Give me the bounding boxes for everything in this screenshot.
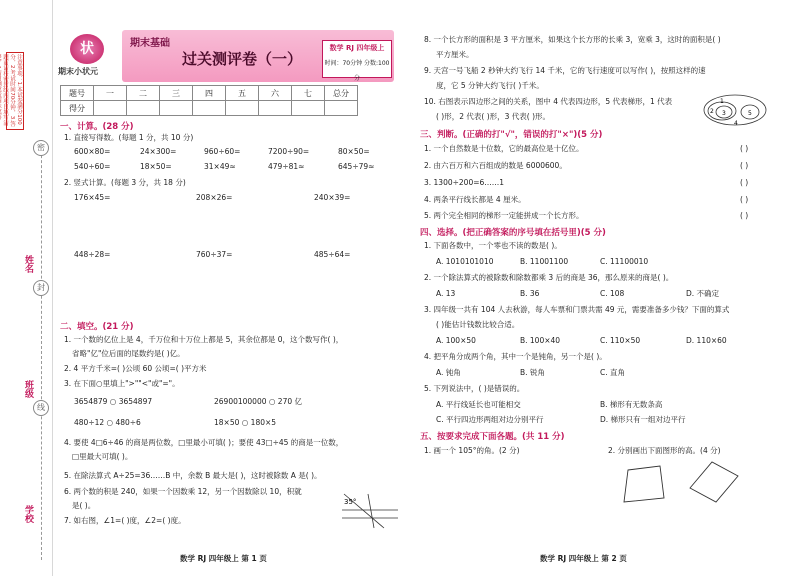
venn-label: 5 (748, 110, 752, 117)
choice-option[interactable]: C. 108 (600, 289, 625, 298)
venn-label: 4 (734, 120, 738, 127)
vertical-calc: 760÷37= (196, 250, 233, 259)
calc-item: 645÷79≈ (338, 162, 375, 171)
score-cell[interactable] (94, 101, 127, 116)
score-header: 六 (259, 86, 292, 101)
score-cell[interactable] (193, 101, 226, 116)
fill-8a: 8. 一个长方形的面积是 3 平方厘米，如果这个长方形的长乘 3，宽乘 3，这时的面积是( ) (424, 35, 721, 44)
vertical-calc: 208×26= (196, 193, 233, 202)
choice-4: 4. 把平角分成两个角，其中一个是钝角，另一个是( )。 (424, 352, 607, 361)
choice-option[interactable]: B. 锐角 (520, 368, 545, 377)
judge-answer[interactable]: ( ) (740, 144, 749, 153)
quadrilateral-venn (702, 92, 768, 128)
time-line: 时间：70分钟 分数:100分 (324, 60, 390, 82)
subject-line: 数学 RJ 四年级上 (329, 44, 385, 52)
fill-1b: 省略"亿"位后面的尾数约是( )亿。 (72, 349, 185, 358)
seal-char-3: 线 (33, 400, 49, 416)
exam-info-box (322, 40, 392, 82)
choice-option[interactable]: A. 1010101010 (436, 257, 494, 266)
choice-option[interactable]: D. 110×60 (686, 336, 727, 345)
choice-2: 2. 一个除法算式的被除数和除数都乘 3 后的商是 36，那么原来的商是( )。 (424, 273, 674, 282)
score-cell[interactable] (160, 101, 193, 116)
choice-option[interactable]: B. 100×40 (520, 336, 561, 345)
calc-item: 960÷60= (204, 147, 241, 156)
venn-label: 2 (710, 108, 714, 115)
score-header: 五 (226, 86, 259, 101)
exam-tag: 期末基础 (130, 38, 170, 49)
calc-item: 18×50= (140, 162, 172, 171)
title-banner (122, 30, 394, 82)
section-1-title: 一、计算。(28 分) (60, 122, 134, 132)
logo-icon: 状 (70, 34, 104, 64)
angle-35-label: 35° (344, 498, 357, 506)
judge-answer[interactable]: ( ) (740, 195, 749, 204)
fill-1a: 1. 一个数的亿位上是 4，千万位和十万位上都是 5，其余位都是 0，这个数写作( )， (64, 335, 344, 344)
choice-option[interactable]: C. 11100010 (600, 257, 649, 266)
judge-4: 4. 两条平行线长都是 4 厘米。 (424, 195, 526, 204)
score-header: 总分 (325, 86, 358, 101)
fill-4a: 4. 要使 4□6÷46 的商是两位数，□里最小可填( )；要使 43□÷45 的商是一位数， (64, 438, 344, 447)
exam-header (56, 30, 396, 84)
question-1-1: 1. 直接写得数。(每题 1 分，共 10 分) (64, 133, 194, 142)
shapes-figure (620, 458, 750, 508)
fill-10b: ( )形，2 代表( )形，3 代表( )形。 (436, 112, 551, 121)
fill-6b: 是( )。 (72, 501, 96, 510)
school-label: 学校 (23, 505, 33, 523)
score-header: 题号 (61, 86, 94, 101)
score-cell[interactable] (259, 101, 292, 116)
fill-9a: 9. 天宫一号飞船 2 秒钟大约飞行 14 千米，它的飞行速度可以写作( )，按照这样的速 (424, 66, 706, 75)
score-table (60, 85, 358, 116)
choice-option[interactable]: A. 钝角 (436, 368, 461, 377)
question-1-2: 2. 竖式计算。(每题 3 分，共 18 分) (64, 178, 186, 187)
vertical-calc: 176×45= (74, 193, 111, 202)
section-5-title: 五、按要求完成下面各题。(共 11 分) (420, 432, 565, 442)
choice-3a: 3. 四年级一共有 104 人去秋游，每人车票和门票共需 49 元，需要准备多少钱？下面的算式 (424, 305, 730, 314)
draw-2: 2. 分别画出下面图形的高。(4 分) (608, 446, 721, 455)
seal-line (41, 140, 42, 560)
choice-option[interactable]: B. 11001100 (520, 257, 569, 266)
page-1-footer: 数学 RJ 四年级上 第 1 页 (180, 554, 267, 563)
fill-5: 5. 在除法算式 A÷25=36……B 中，余数 B 最大是( )，这时被除数 A 是( )。 (64, 471, 322, 480)
judge-1: 1. 一个自然数是十位数，它的最高位是十亿位。 (424, 144, 584, 153)
score-row-label: 得分 (61, 101, 94, 116)
score-cell[interactable] (226, 101, 259, 116)
fill-4b: □里最大可填( )。 (72, 452, 133, 461)
calc-item: 479÷81≈ (268, 162, 305, 171)
name-label: 姓名 (23, 255, 33, 273)
fill-9b: 度，它 5 分钟大约飞行( )千米。 (436, 81, 544, 90)
choice-option[interactable]: A. 13 (436, 289, 456, 298)
choice-option[interactable]: A. 平行线延长也可能相交 (436, 400, 521, 409)
angle-figure (340, 488, 400, 530)
venn-label: 3 (722, 110, 726, 117)
brand-name: 期末小状元 (58, 67, 98, 76)
compare-item: 3654879 ○ 3654897 (74, 397, 153, 406)
section-3-title: 三、判断。(正确的打"√"，错误的打"×")(5 分) (420, 130, 603, 140)
calc-item: 80×50= (338, 147, 370, 156)
calc-item: 24×300= (140, 147, 177, 156)
fill-3: 3. 在下面○里填上">""<"或"="。 (64, 379, 180, 388)
score-cell[interactable] (127, 101, 160, 116)
score-header: 二 (127, 86, 160, 101)
seal-char-2: 封 (33, 280, 49, 296)
choice-option[interactable]: B. 梯形有无数条高 (600, 400, 663, 409)
judge-2: 2. 由六百万和六百组成的数是 6000600。 (424, 161, 567, 170)
compare-item: 18×50 ○ 180×5 (214, 418, 277, 427)
draw-1: 1. 画一个 105°的角。(2 分) (424, 446, 520, 455)
judge-answer[interactable]: ( ) (740, 178, 749, 187)
page-2-footer: 数学 RJ 四年级上 第 2 页 (540, 554, 627, 563)
choice-5: 5. 下列说法中，( )是错误的。 (424, 384, 525, 393)
binding-sidebar (0, 0, 53, 576)
choice-option[interactable]: C. 平行四边形两组对边分别平行 (436, 415, 544, 424)
vertical-calc: 448÷28= (74, 250, 111, 259)
judge-answer[interactable]: ( ) (740, 211, 749, 220)
section-2-title: 二、填空。(21 分) (60, 322, 134, 332)
fill-8b: 平方厘米。 (436, 50, 474, 59)
choice-option[interactable]: D. 不确定 (686, 289, 720, 298)
choice-option[interactable]: C. 110×50 (600, 336, 641, 345)
seal-char-1: 密 (33, 140, 49, 156)
venn-label: 1 (720, 98, 724, 105)
judge-5: 5. 两个完全相同的梯形一定能拼成一个长方形。 (424, 211, 584, 220)
fill-6a: 6. 两个数的积是 240，如果一个因数乘 12，另一个因数除以 10，积就 (64, 487, 302, 496)
judge-answer[interactable]: ( ) (740, 161, 749, 170)
choice-option[interactable]: A. 100×50 (436, 336, 476, 345)
score-header: 七 (292, 86, 325, 101)
choice-1: 1. 下面各数中，一个零也不读的数是( )。 (424, 241, 562, 250)
compare-item: 480÷12 ○ 480÷6 (74, 418, 141, 427)
choice-3b: ( )能估计钱数比较合适。 (436, 320, 520, 329)
fill-7: 7. 如右图，∠1=( )度，∠2=( )度。 (64, 516, 186, 525)
score-header: 三 (160, 86, 193, 101)
section-4-title: 四、选择。(把正确答案的序号填在括号里)(5 分) (420, 228, 606, 238)
score-header: 一 (94, 86, 127, 101)
compare-item: 26900100000 ○ 270 亿 (214, 397, 303, 406)
class-label: 班级 (23, 380, 33, 398)
choice-option[interactable]: C. 直角 (600, 368, 626, 377)
score-cell[interactable] (292, 101, 325, 116)
score-cell[interactable] (325, 101, 358, 116)
judge-3: 3. 1300÷200=6……1 (424, 178, 505, 187)
choice-option[interactable]: D. 梯形只有一组对边平行 (600, 415, 686, 424)
score-header: 四 (193, 86, 226, 101)
choice-option[interactable]: B. 36 (520, 289, 540, 298)
exam-title: 过关测评卷（一） (182, 50, 303, 68)
fill-10a: 10. 右图表示四边形之间的关系，图中 4 代表四边形，5 代表梯形，1 代表 (424, 97, 673, 106)
calc-item: 31×49≈ (204, 162, 236, 171)
calc-item: 600×80= (74, 147, 111, 156)
fill-2: 2. 4 平方千米=( )公顷 60 公顷=( )平方米 (64, 364, 207, 373)
vertical-calc: 485÷64= (314, 250, 351, 259)
vertical-calc: 240×39= (314, 193, 351, 202)
calc-item: 540÷60= (74, 162, 111, 171)
notice-strip: 注意事项：1.本试卷满分100分，2.考试时间70分钟，3.答题前请将密封线内项目填写清 (6, 52, 24, 130)
calc-item: 7200÷90= (268, 147, 310, 156)
